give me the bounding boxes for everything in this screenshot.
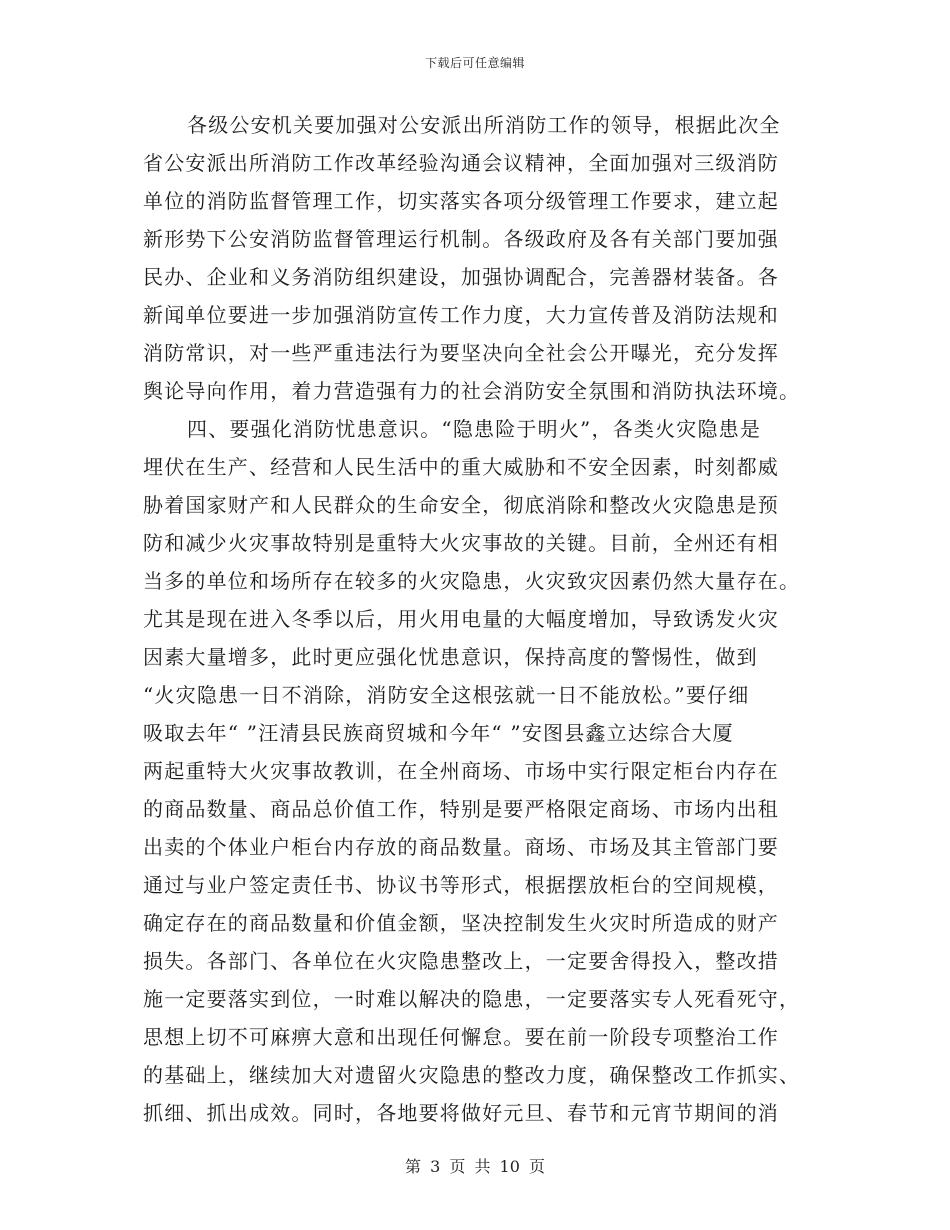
paragraph-line: 抓细、抓出成效。同时，各地要将做好元旦、春节和元宵节期间的消 — [143, 1101, 779, 1125]
paragraph-line: 新闻单位要进一步加强消防宣传工作力度，大力宣传普及消防法规和 — [143, 303, 779, 327]
paragraph-line: 舆论导向作用，着力营造强有力的社会消防安全氛围和消防执法环境。 — [143, 379, 801, 403]
paragraph-line: 思想上切不可麻痹大意和出现任何懈怠。要在前一阶段专项整治工作 — [143, 1025, 779, 1049]
paragraph-line: 埋伏在生产、经营和人民生活中的重大威胁和不安全因素，时刻都威 — [143, 455, 779, 479]
paragraph-line: 通过与业户签定责任书、协议书等形式，根据摆放柜台的空间规模， — [143, 873, 779, 897]
page-number: 第 3 页 共 10 页 — [405, 1157, 545, 1176]
paragraph-line: 的商品数量、商品总价值工作，特别是要严格限定商场、市场内出租 — [143, 797, 779, 821]
page-header-note: 下载后可任意编辑 — [424, 56, 525, 70]
paragraph-line: 防和减少火灾事故特别是重特大火灾事故的关键。目前，全州还有相 — [143, 531, 779, 555]
paragraph-line: 施一定要落实到位，一时难以解决的隐患，一定要落实专人死看死守， — [143, 987, 801, 1011]
paragraph-line: 出卖的个体业户柜台内存放的商品数量。商场、市场及其主管部门要 — [143, 835, 779, 859]
paragraph-line: 各级公安机关要加强对公安派出所消防工作的领导，根据此次全 — [187, 113, 781, 137]
paragraph-line: 单位的消防监督管理工作，切实落实各项分级管理工作要求，建立起 — [143, 189, 779, 213]
paragraph-line: 新形势下公安消防监督管理运行机制。各级政府及各有关部门要加强 — [143, 227, 779, 251]
paragraph-line: 吸取去年“ ”汪清县民族商贸城和今年“ ”安图县鑫立达综合大厦 — [143, 721, 734, 745]
paragraph-line: 四、要强化消防忧患意识。“隐患险于明火”，各类火灾隐患是 — [187, 417, 762, 441]
paragraph-line: 省公安派出所消防工作改革经验沟通会议精神，全面加强对三级消防 — [143, 151, 779, 175]
paragraph-line: 因素大量增多，此时更应强化忧患意识，保持高度的警惕性，做到 — [143, 645, 758, 669]
paragraph-line: 的基础上，继续加大对遗留火灾隐患的整改力度，确保整改工作抓实、 — [143, 1063, 801, 1087]
paragraph-line: 损失。各部门、各单位在火灾隐患整改上，一定要舍得投入，整改措 — [143, 949, 779, 973]
paragraph-line: 两起重特大火灾事故教训，在全州商场、市场中实行限定柜台内存在 — [143, 759, 779, 783]
body-text — [143, 106, 807, 1132]
paragraph-line: 民办、企业和义务消防组织建设，加强协调配合，完善器材装备。各 — [143, 265, 779, 289]
paragraph-line: 当多的单位和场所存在较多的火灾隐患，火灾致灾因素仍然大量存在。 — [143, 569, 801, 593]
paragraph-line: 尤其是现在进入冬季以后，用火用电量的大幅度增加，导致诱发火灾 — [143, 607, 779, 631]
paragraph-line: 确定存在的商品数量和价值金额，坚决控制发生火灾时所造成的财产 — [143, 911, 779, 935]
paragraph-line: 胁着国家财产和人民群众的生命安全，彻底消除和整改火灾隐患是预 — [143, 493, 779, 517]
paragraph-line: 消防常识，对一些严重违法行为要坚决向全社会公开曝光，充分发挥 — [143, 341, 779, 365]
paragraph-line: “火灾隐患一日不消除，消防安全这根弦就一日不能放松。”要仔细 — [143, 683, 750, 707]
